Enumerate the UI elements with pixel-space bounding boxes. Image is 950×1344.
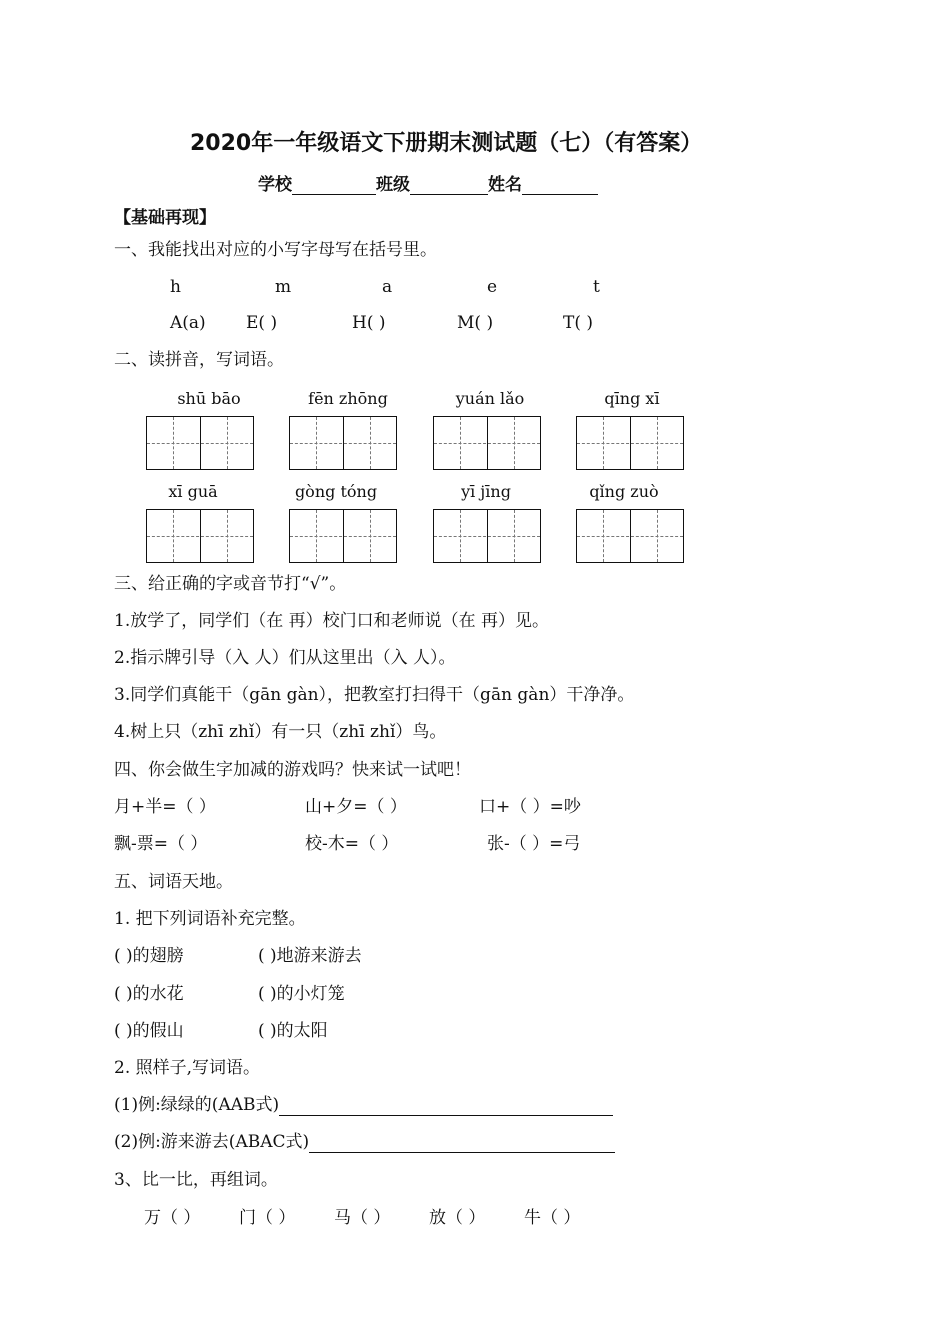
q5-sub3: 3、比一比，再组词。 <box>114 1170 278 1190</box>
answer-line[interactable] <box>279 1097 613 1116</box>
fill-item: ( )地游来游去 <box>258 946 362 966</box>
q5-sub2: 2. 照样子,写词语。 <box>114 1058 261 1078</box>
example-abac <box>114 1131 615 1153</box>
writing-grid[interactable] <box>289 509 397 563</box>
pinyin-label: shū bāo <box>177 389 241 408</box>
writing-grid[interactable] <box>146 416 254 470</box>
q1-letter: h <box>170 277 181 297</box>
q1-title: 一、我能找出对应的小写字母写在括号里。 <box>114 240 437 260</box>
fill-item: ( )的假山 <box>114 1021 184 1041</box>
compare-item: 放（ ） <box>429 1208 486 1228</box>
pinyin-label: fēn zhōng <box>308 389 388 408</box>
q1-letter: t <box>593 277 600 297</box>
compare-item: 万（ ） <box>144 1208 201 1228</box>
writing-grid[interactable] <box>576 416 684 470</box>
q1-pair: E( ) <box>246 313 278 333</box>
compare-item: 马（ ） <box>334 1208 391 1228</box>
class-blank[interactable] <box>410 176 488 195</box>
q4-equation: 山+夕=（ ） <box>305 797 407 817</box>
fill-item: ( )的水花 <box>114 984 184 1004</box>
example-aab-label: (1)例:绿绿的(AAB式) <box>114 1095 280 1115</box>
pinyin-label: yī jīng <box>461 482 511 501</box>
name-label: 姓名 <box>488 175 522 195</box>
student-info <box>258 170 598 195</box>
example-abac-label: (2)例:游来游去(ABAC式) <box>114 1132 310 1152</box>
page-title: 2020年一年级语文下册期末测试题（七）（有答案） <box>190 131 703 156</box>
q4-title: 四、你会做生字加减的游戏吗？快来试一试吧！ <box>114 760 471 780</box>
fill-item: ( )的翅膀 <box>114 946 184 966</box>
example-aab <box>114 1094 613 1116</box>
q1-letter: m <box>275 277 292 297</box>
pinyin-label: yuán lǎo <box>455 389 525 408</box>
q5-sub1: 1. 把下列词语补充完整。 <box>114 909 306 929</box>
pinyin-label: xī guā <box>168 482 218 501</box>
writing-grid[interactable] <box>146 509 254 563</box>
q3-item: 1.放学了，同学们（在 再）校门口和老师说（在 再）见。 <box>114 611 550 631</box>
q1-pair: M( ) <box>457 313 494 333</box>
q3-title: 三、给正确的字或音节打“√”。 <box>114 574 347 594</box>
fill-item: ( )的太阳 <box>258 1021 328 1041</box>
q3-item: 4.树上只（zhī zhǐ）有一只（zhī zhǐ）鸟。 <box>114 722 447 742</box>
writing-grid[interactable] <box>433 416 541 470</box>
q3-item: 2.指示牌引导（入 人）们从这里出（入 人）。 <box>114 648 456 668</box>
q1-letter: a <box>382 277 393 297</box>
q4-equation: 飘-票=（ ） <box>114 834 208 854</box>
pinyin-label: gòng tóng <box>294 482 378 501</box>
q1-pair: A(a) <box>170 313 206 333</box>
school-blank[interactable] <box>292 176 376 195</box>
writing-grid[interactable] <box>289 416 397 470</box>
answer-line[interactable] <box>309 1134 615 1153</box>
writing-grid[interactable] <box>576 509 684 563</box>
pinyin-label: qīng xī <box>604 389 660 408</box>
q2-title: 二、读拼音，写词语。 <box>114 350 284 370</box>
q3-item: 3.同学们真能干（gān gàn），把教室打扫得干（gān gàn）干净净。 <box>114 685 635 705</box>
q5-title: 五、词语天地。 <box>114 872 233 892</box>
q1-pair: T( ) <box>563 313 594 333</box>
q1-pair: H( ) <box>352 313 386 333</box>
pinyin-label: qǐng zuò <box>589 482 659 501</box>
q4-equation: 口+（ ）=吵 <box>479 797 581 817</box>
q1-letter: e <box>487 277 498 297</box>
q4-equation: 校-木=（ ） <box>305 834 399 854</box>
section-basic: 【基础再现】 <box>114 208 216 228</box>
fill-item: ( )的小灯笼 <box>258 984 345 1004</box>
class-label: 班级 <box>376 175 410 195</box>
q4-equation: 月+半=（ ） <box>114 797 216 817</box>
q4-equation: 张-（ ）=弓 <box>487 834 581 854</box>
school-label: 学校 <box>258 175 292 195</box>
name-blank[interactable] <box>522 176 598 195</box>
writing-grid[interactable] <box>433 509 541 563</box>
compare-item: 牛（ ） <box>524 1208 581 1228</box>
compare-item: 门（ ） <box>239 1208 296 1228</box>
